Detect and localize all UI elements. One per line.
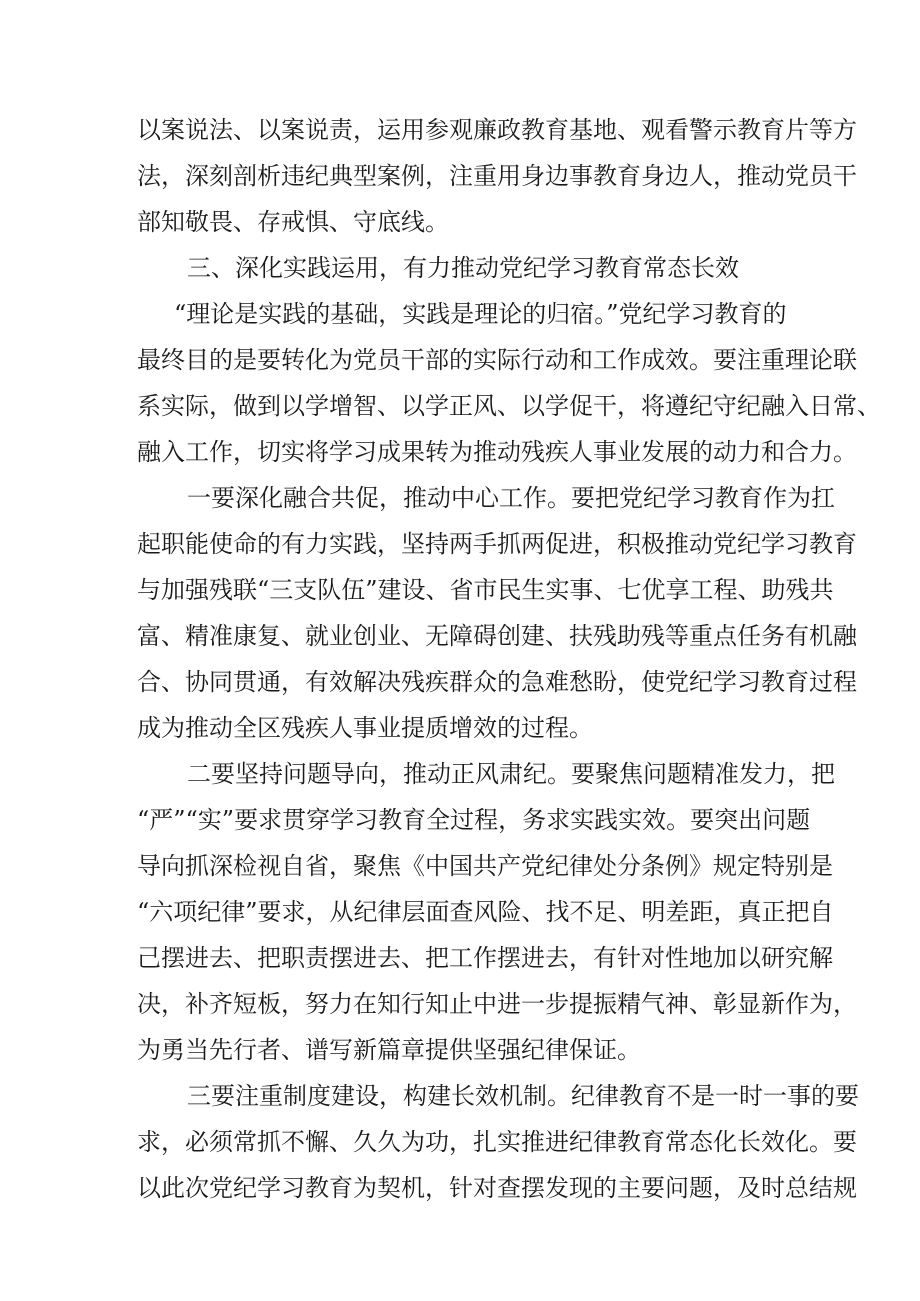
text-line: 决，补齐短板，努力在知行知止中进一步提振精气神、彰显新作为， bbox=[137, 990, 857, 1018]
text-line: 起职能使命的有力实践，坚持两手抓两促进，积极推动党纪学习教育 bbox=[137, 530, 857, 558]
text-line: 最终目的是要转化为党员干部的实际行动和工作成效。要注重理论联 bbox=[137, 346, 857, 374]
text-line: 一要深化融合共促，推动中心工作。要把党纪学习教育作为扛 bbox=[187, 484, 835, 512]
section-heading: 三、深化实践运用，有力推动党纪学习教育常态长效 bbox=[187, 254, 739, 282]
text-line: 法，深刻剖析违纪典型案例，注重用身边事教育身边人，推动党员干 bbox=[137, 162, 857, 190]
text-line: 系实际，做到以学增智、以学正风、以学促干，将遵纪守纪融入日常、 bbox=[137, 392, 881, 420]
text-line: 以此次党纪学习教育为契机，针对查摆发现的主要问题，及时总结规 bbox=[137, 1174, 857, 1202]
text-line: 二要坚持问题导向，推动正风肃纪。要聚焦问题精准发力，把 bbox=[187, 760, 835, 788]
text-line: “理论是实践的基础，实践是理论的归宿。”党纪学习教育的 bbox=[174, 300, 787, 328]
text-line: 三要注重制度建设，构建长效机制。纪律教育不是一时一事的要 bbox=[187, 1082, 859, 1110]
text-line: 成为推动全区残疾人事业提质增效的过程。 bbox=[137, 714, 593, 742]
text-line: “严”“实”要求贯穿学习教育全过程，务求实践实效。要突出问题 bbox=[137, 806, 811, 834]
text-line: 合、协同贯通，有效解决残疾群众的急难愁盼，使党纪学习教育过程 bbox=[137, 668, 857, 696]
text-line: “六项纪律”要求，从纪律层面查风险、找不足、明差距，真正把自 bbox=[137, 898, 834, 926]
text-line: 部知敬畏、存戒惧、守底线。 bbox=[137, 208, 449, 236]
text-line: 为勇当先行者、谱写新篇章提供坚强纪律保证。 bbox=[137, 1036, 641, 1064]
text-line: 以案说法、以案说责，运用参观廉政教育基地、观看警示教育片等方 bbox=[137, 116, 857, 144]
text-line: 己摆进去、把职责摆进去、把工作摆进去，有针对性地加以研究解 bbox=[137, 944, 833, 972]
text-line: 与加强残联“三支队伍”建设、省市民生实事、七优享工程、助残共 bbox=[137, 576, 834, 604]
text-line: 富、精准康复、就业创业、无障碍创建、扶残助残等重点任务有机融 bbox=[137, 622, 857, 650]
text-line: 求，必须常抓不懈、久久为功，扎实推进纪律教育常态化长效化。要 bbox=[137, 1128, 857, 1156]
text-line: 融入工作，切实将学习成果转为推动残疾人事业发展的动力和合力。 bbox=[137, 438, 857, 466]
text-line: 导向抓深检视自省，聚焦《中国共产党纪律处分条例》规定特别是 bbox=[137, 852, 833, 880]
